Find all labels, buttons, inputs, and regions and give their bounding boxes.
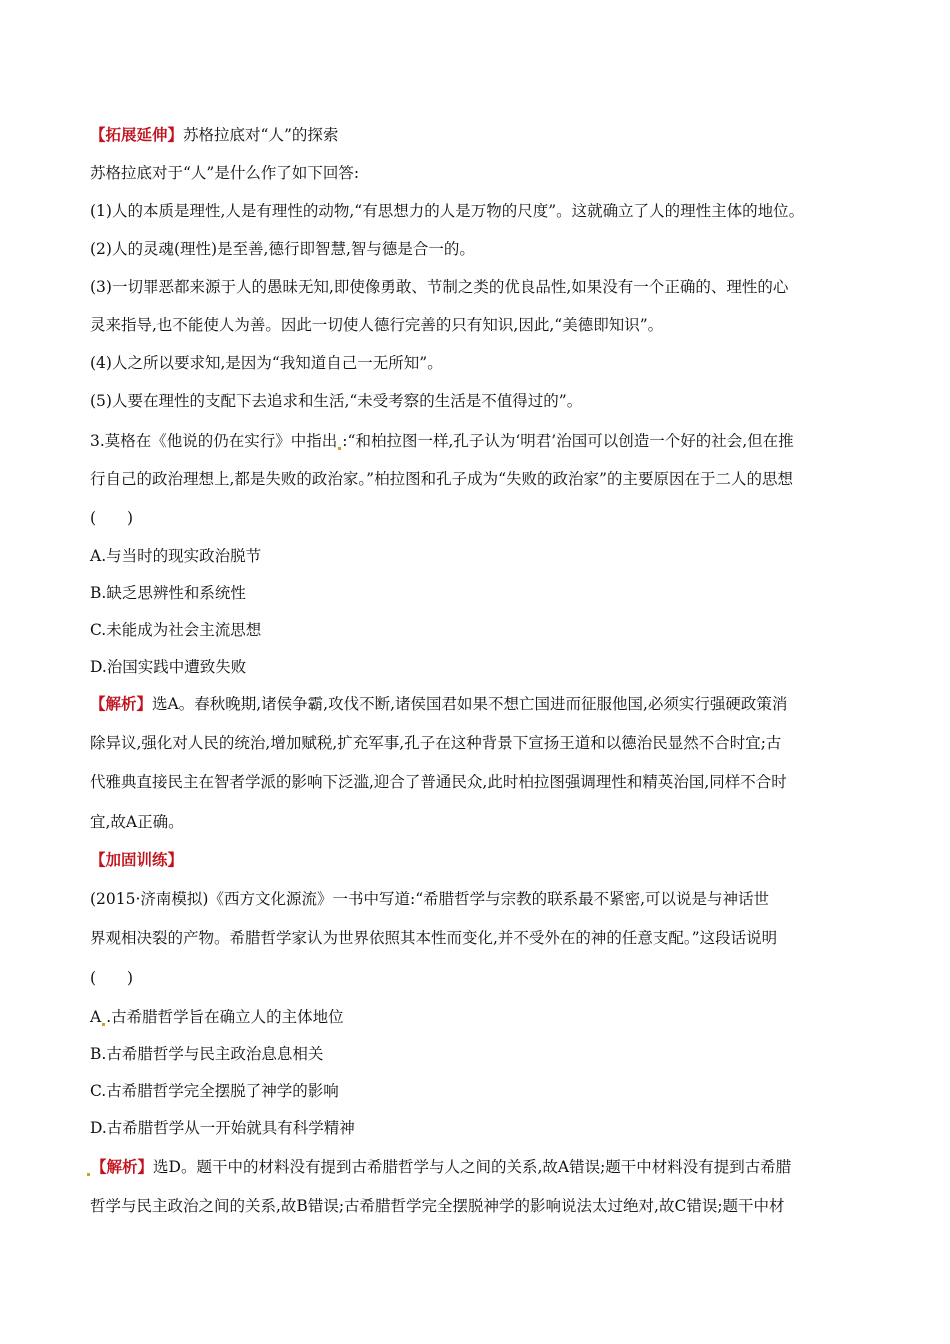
highlight-mark (102, 1023, 105, 1026)
reinforce-option-a (90, 1007, 890, 1027)
reinforce-analysis-tag: 【解析】 (91, 1157, 154, 1176)
reinforce-option-b: B.古希腊哲学与民主政治息息相关 (90, 1045, 324, 1063)
reinforce-analysis-line1 (86, 1157, 890, 1177)
reinforce-option-a-text: .古希腊哲学旨在确立人的主体地位 (106, 1008, 344, 1026)
question3-stem-part-a: 3.莫格在《他说的仍在实行》中指出 (90, 432, 338, 450)
extension-tag: 【拓展延伸】 (90, 125, 184, 144)
reinforce-option-c: C.古希腊哲学完全摆脱了神学的影响 (90, 1082, 339, 1100)
extension-point-1: (1)人的本质是理性,人是有理性的动物,“有思想力的人是万物的尺度”。这就确立了人的理性主体的地位。 (90, 202, 805, 220)
question3-blank: ( ) (90, 509, 134, 527)
reinforce-option-d: D.古希腊哲学从一开始就具有科学精神 (90, 1119, 355, 1137)
question3-analysis-line1 (90, 694, 890, 714)
reinforce-analysis-line2: 哲学与民主政治之间的关系,故B错误;古希腊哲学完全摆脱神学的影响说法太过绝对,故C错误;题干中材 (90, 1197, 785, 1215)
reinforce-option-a-letter: A (90, 1008, 102, 1026)
reinforce-analysis-text1: 选D。题干中的材料没有提到古希腊哲学与人之间的关系,故A错误;题干中材料没有提到古希腊 (153, 1158, 792, 1176)
question3-analysis-line3: 代雅典直接民主在智者学派的影响下泛滥,迎合了普通民众,此时柏拉图强调理性和精英治国,同样不合时 (90, 773, 787, 791)
reinforce-blank: ( ) (90, 969, 134, 987)
extension-point-2: (2)人的灵魂(理性)是至善,德行即智慧,智与德是合一的。 (90, 240, 475, 258)
extension-title: 苏格拉底对“人”的探索 (183, 126, 339, 144)
question3-analysis-tag: 【解析】 (90, 694, 153, 713)
highlight-mark (87, 1173, 90, 1176)
question3-stem-line1 (90, 431, 890, 451)
question3-option-d: D.治国实践中遭致失败 (90, 658, 247, 676)
extension-intro: 苏格拉底对于“人”是什么作了如下回答: (90, 164, 360, 182)
question3-stem-part-b: :“和柏拉图一样,孔子认为‘明君’治国可以创造一个好的社会,但在推 (342, 432, 794, 450)
question3-analysis-line4: 宜,故A正确。 (90, 813, 184, 831)
extension-point-4: (4)人之所以要求知,是因为“我知道自己一无所知”。 (90, 354, 443, 372)
question3-analysis-line2: 除异议,强化对人民的统治,增加赋税,扩充军事,孔子在这种背景下宣扬王道和以德治民显然不合时宜;古 (90, 734, 782, 752)
extension-point-3: (3)一切罪恶都来源于人的愚昧无知,即使像勇敢、节制之类的优良品性,如果没有一个正确的、理性的心 (90, 278, 789, 296)
question3-option-a: A.与当时的现实政治脱节 (90, 547, 262, 565)
question3-option-c: C.未能成为社会主流思想 (90, 621, 262, 639)
reinforce-tag: 【加固训练】 (90, 850, 184, 869)
extension-heading (90, 125, 890, 145)
reinforce-heading (90, 850, 890, 870)
question3-option-b: B.缺乏思辨性和系统性 (90, 584, 246, 602)
question3-analysis-text1: 选A。春秋晚期,诸侯争霸,攻伐不断,诸侯国君如果不想亡国进而征服他国,必须实行强硬政策消 (152, 695, 788, 713)
reinforce-stem-line1: (2015·济南模拟)《西方文化源流》一书中写道:“希腊哲学与宗教的联系最不紧密,可以说是与神话世 (90, 890, 770, 908)
reinforce-stem-line2: 界观相决裂的产物。希腊哲学家认为世界依照其本性而变化,并不受外在的神的任意支配。”这段话说明 (90, 929, 778, 947)
question3-stem-line2: 行自己的政治理想上,都是失败的政治家。”柏拉图和孔子成为“失败的政治家”的主要原因在于二人的思想 (90, 470, 793, 488)
extension-point-5: (5)人要在理性的支配下去追求和生活,“未受考察的生活是不值得过的”。 (90, 392, 583, 410)
highlight-mark (338, 447, 341, 450)
extension-point-3-cont: 灵来指导,也不能使人为善。因此一切使人德行完善的只有知识,因此,“美德即知识”。 (90, 316, 664, 334)
